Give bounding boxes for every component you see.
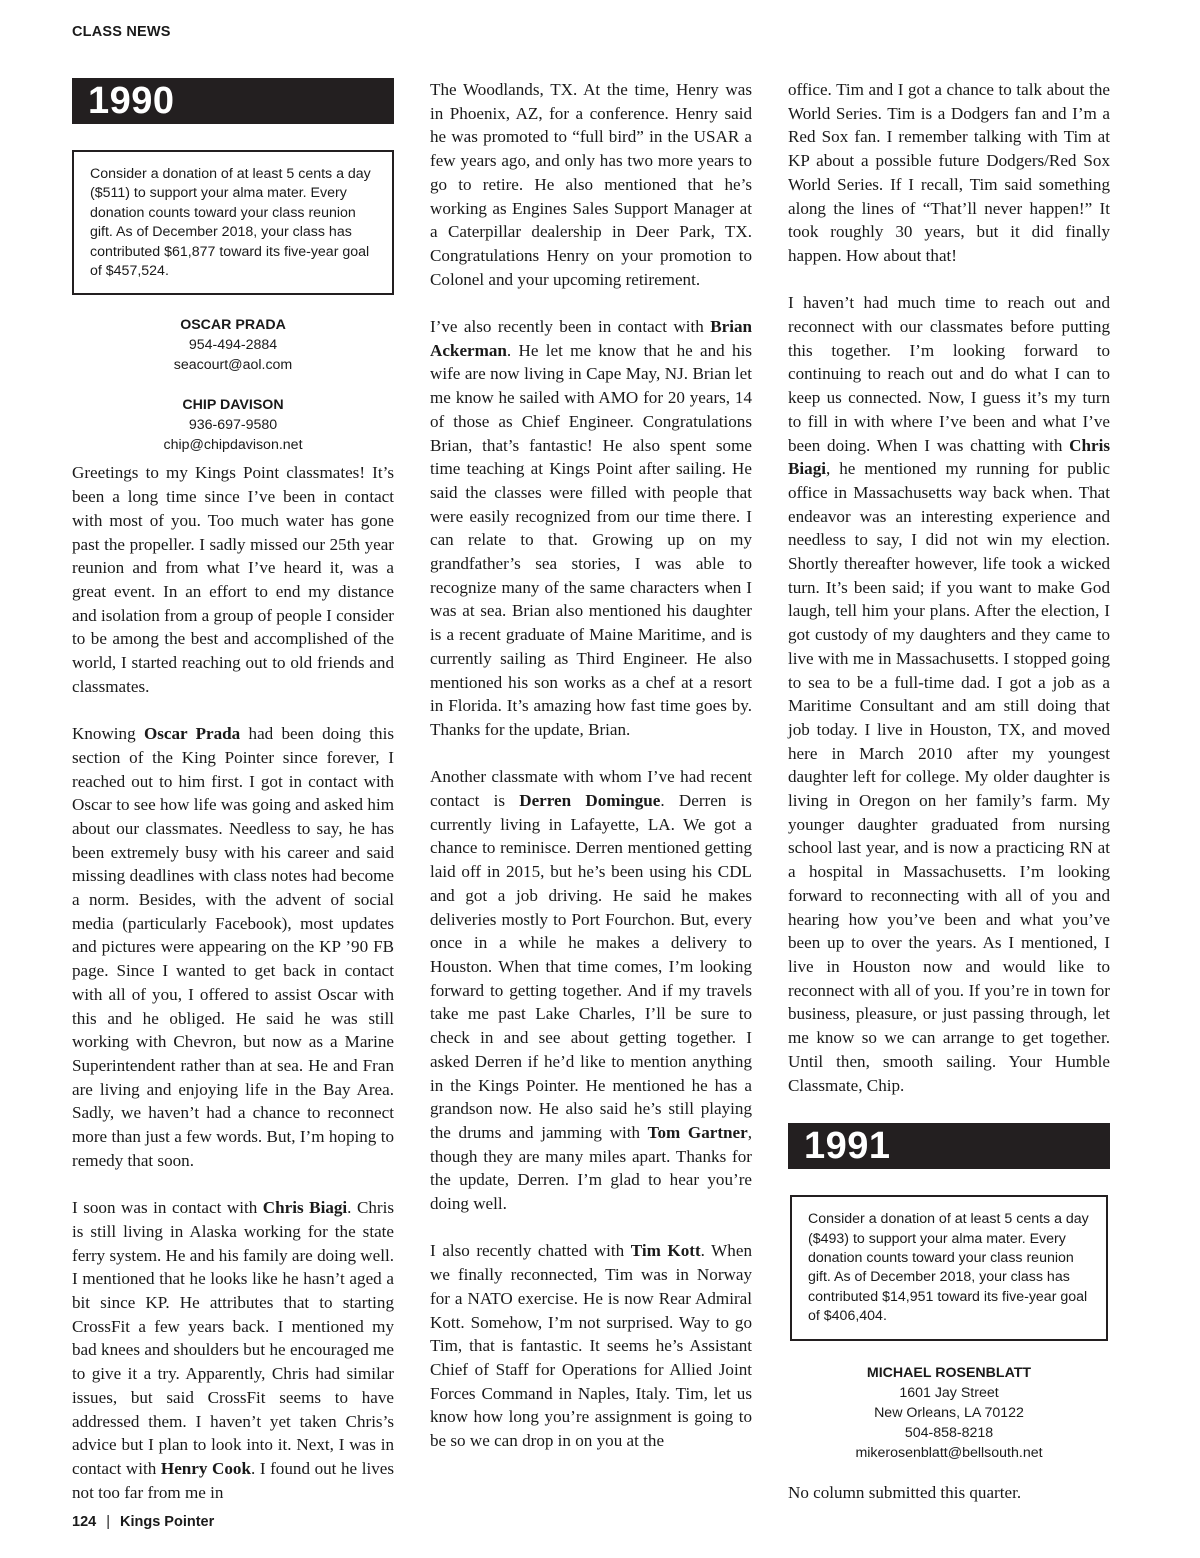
correspondent-phone: 954-494-2884 xyxy=(188,337,278,354)
classmate-name: Tim Kott xyxy=(630,1241,701,1261)
correspondent-email[interactable]: chip@chipdavison.net xyxy=(163,437,303,454)
correspondent-phone: 936-697-9580 xyxy=(188,417,278,434)
class-year-heading-1991: 1991 xyxy=(788,1123,1110,1169)
no-column-note: No column submitted this quarter. xyxy=(788,1482,1022,1502)
classmate-name: Chris Biagi xyxy=(788,435,1110,479)
publication-name: Kings Pointer xyxy=(119,1514,215,1530)
correspondent-name: OSCAR PRADA xyxy=(180,317,286,334)
article-paragraph: Greetings to my Kings Point classmates! It’s been a long time since I’ve been in contact with most of you. Too much water has gone past the propeller. I sadly missed our 25th year reunion and from what I’ve heard it, was a great event. In an effort to end my distance and isolation from a group of people I consider to be among the best and accomplished of the world, I started reaching out to old friends and classmates. xyxy=(72,463,394,696)
correspondent-oscar-prada xyxy=(72,315,394,375)
correspondent-email[interactable]: seacourt@aol.com xyxy=(173,357,293,374)
classmate-name: Chris Biagi xyxy=(262,1198,348,1218)
classmate-name: Oscar Prada xyxy=(143,724,241,744)
correspondent-email[interactable]: mikerosenblatt@bellsouth.net xyxy=(855,1444,1043,1461)
page-footer xyxy=(72,1514,214,1530)
correspondent-name: CHIP DAVISON xyxy=(182,397,284,414)
article-paragraph: office. Tim and I got a chance to talk about the World Series. Tim is a Dodgers fan and I’m a Red Sox fan. I remember talking with Tim at KP about a possible future Dodgers/Red Sox World Series. If I recall, Tim said something along the lines of “That’ll never happen!” It took roughly 30 years, but it did finally happen. How about that! xyxy=(788,80,1110,265)
donation-box-1990: Consider a donation of at least 5 cents a day ($511) to support your alma mater. Every donation counts toward your class reunion gift. As of December 2018, your class has contributed $61,877 toward its five-year goal of $457,524. xyxy=(72,150,394,295)
section-label: CLASS NEWS xyxy=(72,24,171,40)
correspondent-address: 1601 Jay Street xyxy=(899,1384,999,1401)
donation-box-1991: Consider a donation of at least 5 cents a day ($493) to support your alma mater. Every donation counts toward your class reunion gift. As of December 2018, your class has contributed $14,951 toward its five-year goal of $406,404. xyxy=(790,1195,1108,1340)
correspondent-michael-rosenblatt xyxy=(788,1363,1110,1463)
column-3 xyxy=(788,78,1110,1504)
classmate-name: Henry Cook xyxy=(160,1458,251,1478)
classmate-name: Brian Ackerman xyxy=(430,317,752,360)
classmate-name: Tom Gartner xyxy=(647,1122,748,1142)
column-2 xyxy=(430,78,752,1453)
article-paragraph: I haven’t had much time to reach out and reconnect with our classmates before putting this together. I’m looking forward to continuing to reach out and do what I can to keep us connected. Now, I guess it’s my turn to fill in with where I’ve been and what I’ve been doing. When I was chatting with Chris Biagi, he mentioned my running for public office in Massachusetts way back when. That endeavor was an interesting experience and needless to say, I did not win my election. Shortly thereafter however, life took a wicked turn. It’s been said; if you want to make God laugh, tell him your plans. After the election, I got custody of my daughters and they came to live with me in Massachusetts. I stopped going to sea to be a full-time dad. I got a job as a Maritime Consultant and am still doing that job today. I live in Houston, TX, and moved here in March 2010 after my youngest daughter left for college. My older daughter is living in Oregon on her family’s farm. My younger daughter graduated from nursing school last year, and is now a practicing RN at a hospital in Massachusetts. I’m looking forward to reconnecting with all of you and hearing how you’ve been and what you’ve been up to over the years. As I mentioned, I live in Houston now and would like to reconnect with all of you. If you’re in town for business, pleasure, or just passing through, let me know so we can arrange to get together. Until then, smooth sailing. Your Humble Classmate, Chip. xyxy=(788,293,1110,1095)
classmate-name: Derren Domingue xyxy=(519,791,661,811)
footer-separator: | xyxy=(106,1514,110,1530)
article-paragraph: I also recently chatted with Tim Kott. When we finally reconnected, Tim was in Norway for a NATO exercise. He is now Rear Admiral Kott. Somehow, I’m not surprised. Way to go Tim, that is fantastic. It seems he’s Assistant Chief of Staff for Operations for Allied Joint Forces Command in Naples, Italy. Tim, let us know how long you’re assignment is going to be so we can drop in on you at the xyxy=(430,1241,752,1451)
article-paragraph: The Woodlands, TX. At the time, Henry was in Phoenix, AZ, for a conference. Henry said he was promoted to “full bird” in the USAR a few years ago, and only has two more years to go to retire. He also mentioned that he’s working as Engines Sales Support Manager at a Caterpillar dealership in Deer Park, TX. Congratulations Henry on your promotion to Colonel and your upcoming retirement. xyxy=(430,80,752,289)
page-number: 124 xyxy=(72,1514,97,1530)
correspondent-city: New Orleans, LA 70122 xyxy=(874,1404,1024,1421)
correspondent-phone: 504-858-8218 xyxy=(904,1424,994,1441)
class-year-heading-1990: 1990 xyxy=(72,78,394,124)
correspondent-name: MICHAEL ROSENBLATT xyxy=(866,1364,1032,1381)
column-1 xyxy=(72,78,394,1504)
article-paragraph: I’ve also recently been in contact with Brian Ackerman. He let me know that he and his wife are now living in Cape May, NJ. Brian let me know he sailed with AMO for 20 years, 14 of those as Chief Engineer. Congratulations Brian, that’s fantastic! He also spent some time teaching at Kings Point after sailing. He said the classes were filled with people that were easily recognized from our time there. I can relate to that. Growing up on my grandfather’s sea stories, I was able to recognize many of the same characters when I was at sea. Brian also mentioned his daughter is a recent graduate of Maine Maritime, and is currently sailing as Third Engineer. He also mentioned his son works as a chef at a resort in Florida. It’s amazing how fast time goes by. Thanks for the update, Brian. xyxy=(430,317,752,739)
article-paragraph: I soon was in contact with Chris Biagi. Chris is still living in Alaska working for the state ferry system. He and his family are doing well. I mentioned that he looks like he hasn’t aged a bit since KP. He attributes that to starting CrossFit a few years back. I mentioned my bad knees and shoulders but he encouraged me to give it a try. Apparently, Chris had similar issues, but said CrossFit seems to have addressed them. I haven’t yet taken Chris’s advice but I plan to look into it. Next, I was in contact with Henry Cook. I found out he lives not too far from me in xyxy=(72,1198,395,1502)
article-paragraph: Another classmate with whom I’ve had recent contact is Derren Domingue. Derren is currently living in Lafayette, LA. We got a chance to reminisce. Derren mentioned getting laid off in 2015, but he’s been using his CDL and got a job driving. He said he makes deliveries mostly to Port Fourchon. But, every once in a while he makes a delivery to Houston. When that time comes, I’m looking forward to getting together. And if my travels take me past Lake Charles, I’ll be sure to check in and see about getting together. I asked Derren if he’d like to mention anything in the Kings Pointer. He mentioned he has a grandson now. He also said he’s still playing the drums and jamming with Tom Gartner, though they are many miles apart. Thanks for the update, Derren. I’m glad to hear you’re doing well. xyxy=(430,767,752,1214)
article-paragraph: Knowing Oscar Prada had been doing this section of the King Pointer since forever, I reached out to him first. I got in contact with Oscar to see how life was going and asked him about our classmates. Needless to say, he has been extremely busy with his career and said missing deadlines with class notes had become a norm. Besides, with the advent of social media (particularly Facebook), most updates and pictures were appearing on the KP ’90 FB page. Since I wanted to get back in contact with all of you, I offered to assist Oscar with this and he obliged. He said he was still working with Chevron, but now as a Marine Superintendent rather than at sea. He and Fran are living and enjoying life in the Bay Area. Sadly, we haven’t had a chance to reconnect more than just a few words. But, I’m hoping to remedy that soon. xyxy=(72,724,395,1170)
correspondent-chip-davison xyxy=(72,395,394,455)
